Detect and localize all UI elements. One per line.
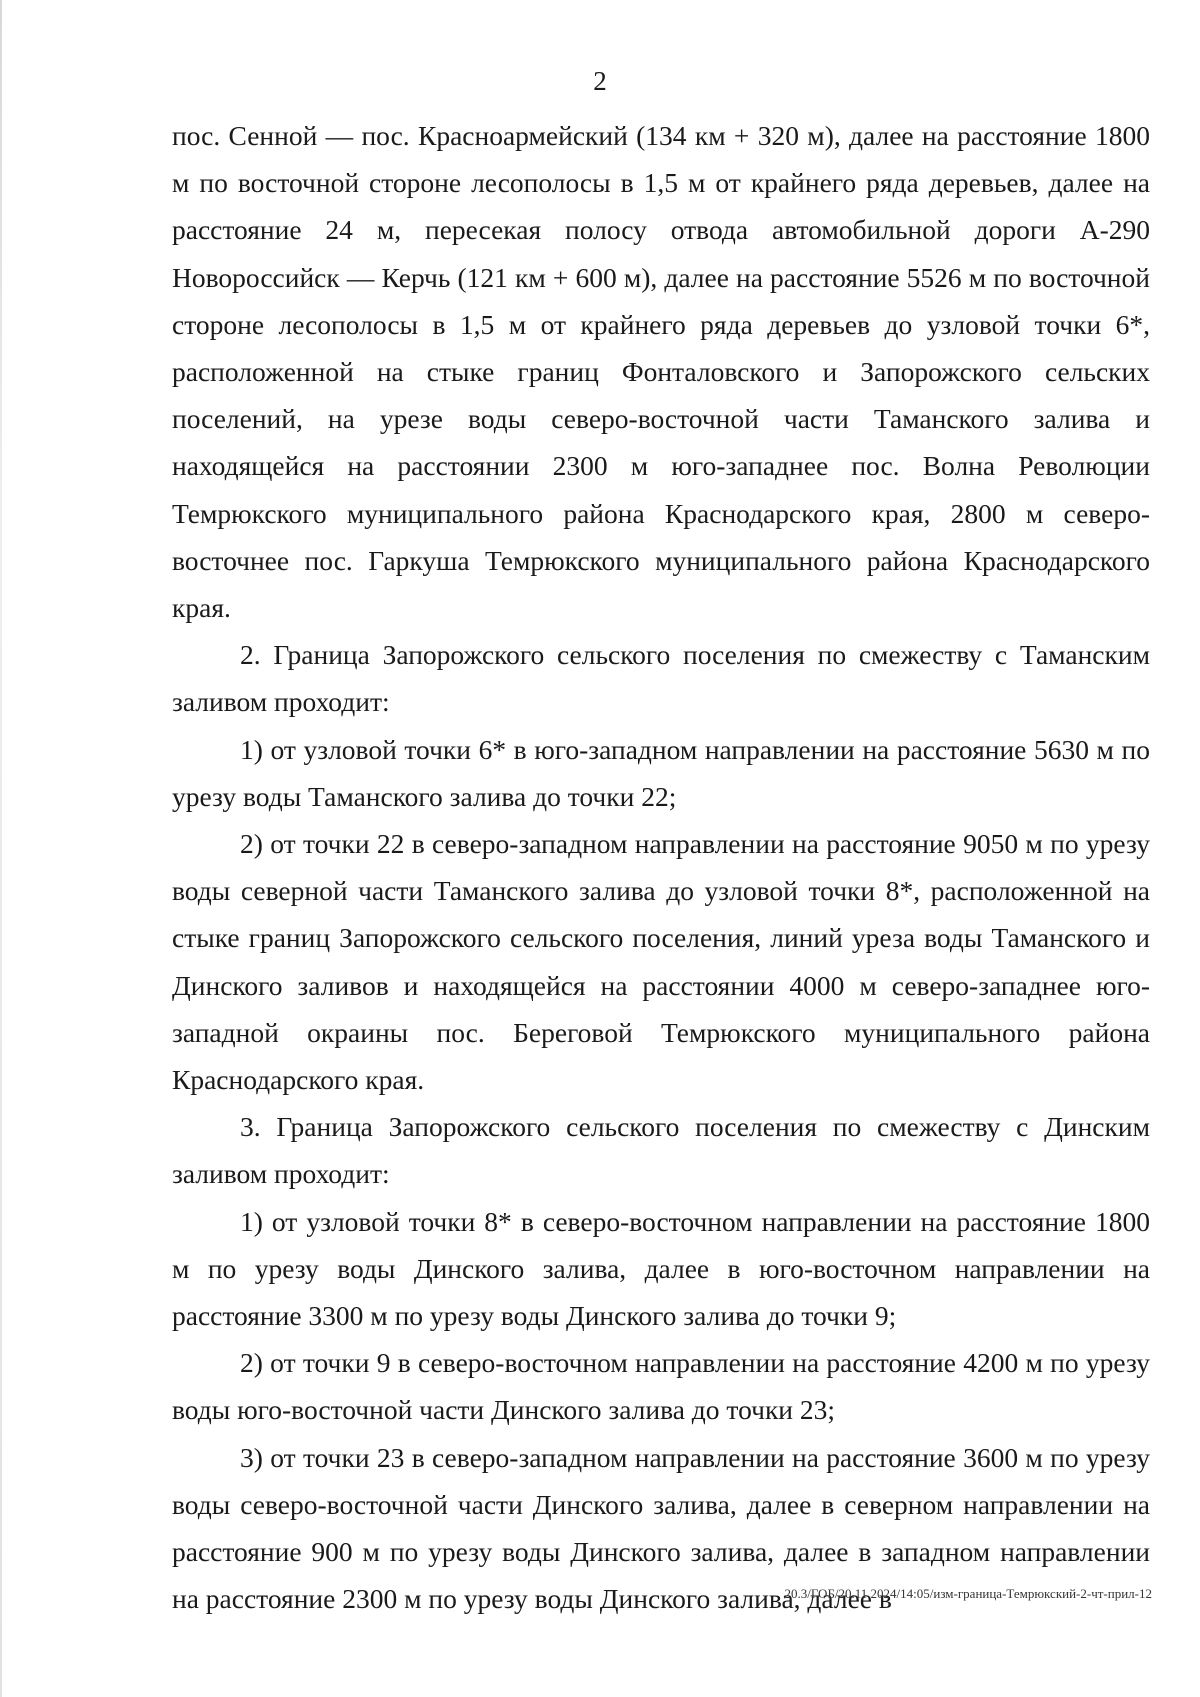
paragraph-section-2: 2. Граница Запорожского сельского поселения по смежеству с Таманским заливом проходит:	[172, 639, 1150, 718]
paragraph-section-3-item-2: 2) от точки 9 в северо-восточном направлении на расстояние 4200 м по урезу воды юго-восточной части Динского залива до точки 23;	[172, 1347, 1150, 1426]
paragraph-continuation: пос. Сенной — пос. Красноармейский (134 км + 320 м), далее на расстояние 1800 м по восточной стороне лесополосы в 1,5 м от крайнего ряда деревьев, далее на расстояние 24 м, пересекая полосу отвода автомобильной дороги А-290 Новороссийск — Керчь (121 км + 600 м), далее на расстояние 5526 м по восточной стороне лесополосы в 1,5 м от крайнего ряда деревьев до узловой точки 6*, расположенной на стыке границ Фонталовского и Запорожского сельских поселений, на урезе воды северо-восточной части Таманского залива и находящейся на расстоянии 2300 м юго-западнее пос. Волна Революции Темрюкского муниципального района Краснодарского края, 2800 м северо-восточнее пос. Гаркуша Темрюкского муниципального района Краснодарского края.	[172, 120, 1150, 624]
paragraph-section-2-item-2: 2) от точки 22 в северо-западном направлении на расстояние 9050 м по урезу воды северной части Таманского залива до узловой точки 8*, расположенной на стыке границ Запорожского сельского поселения, линий уреза воды Таманского и Динского заливов и находящейся на расстоянии 4000 м северо-западнее юго-западной окраины пос. Береговой Темрюкского муниципального района Краснодарского края.	[172, 828, 1150, 1096]
paragraph-section-3-item-3: 3) от точки 23 в северо-западном направлении на расстояние 3600 м по урезу воды северо-восточной части Динского залива, далее в северном направлении на расстояние 900 м по урезу воды Динского залива, далее в западном направлении на расстояние 2300 м по урезу воды Динского залива, далее в	[172, 1441, 1150, 1615]
document-body	[172, 112, 1150, 1623]
paragraph-section-3: 3. Граница Запорожского сельского поселения по смежеству с Динским заливом проходит:	[172, 1111, 1150, 1190]
paragraph-section-2-item-1: 1) от узловой точки 6* в юго-западном направлении на расстояние 5630 м по урезу воды Таманского залива до точки 22;	[172, 733, 1150, 812]
footer-document-code: 20.3/ГОБ/20.11.2024/14:05/изм-граница-Темрюкский-2-чт-прил-12	[784, 1586, 1152, 1601]
page-number: 2	[593, 66, 607, 96]
scan-edge-shadow	[0, 0, 2, 1697]
paragraph-section-3-item-1: 1) от узловой точки 8* в северо-восточном направлении на расстояние 1800 м по урезу воды Динского залива, далее в юго-восточном направлении на расстояние 3300 м по урезу воды Динского залива до точки 9;	[172, 1205, 1150, 1332]
